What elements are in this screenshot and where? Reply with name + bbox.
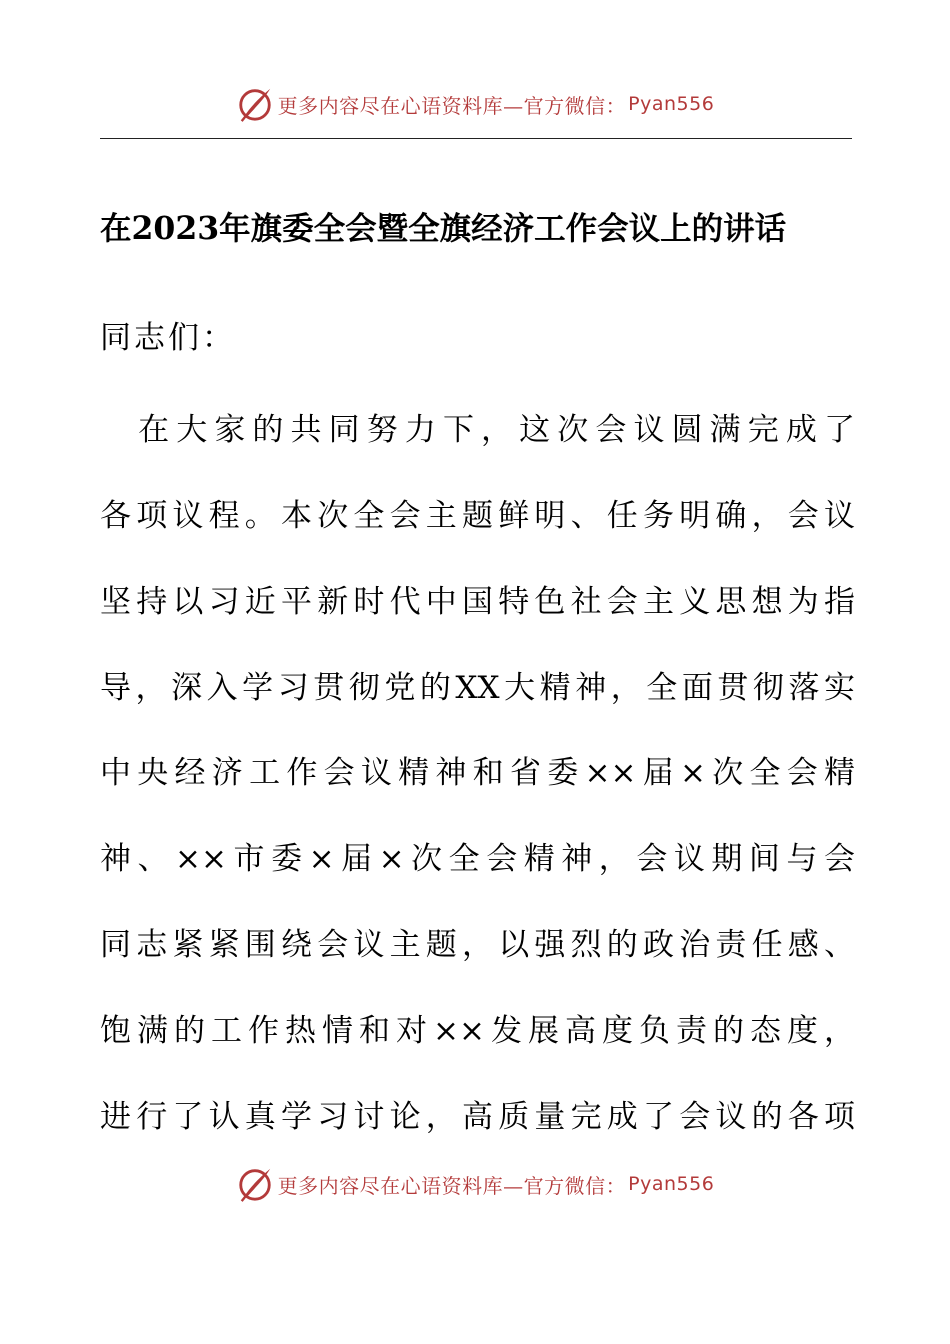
body-line: 同志紧紧围绕会议主题，以强烈的政治责任感、: [100, 927, 855, 963]
body-line: 进行了认真学习讨论，高质量完成了会议的各项: [100, 1099, 855, 1135]
quill-logo-icon: [236, 85, 274, 123]
document-title: 在2023年旗委全会暨全旗经济工作会议上的讲话: [100, 210, 787, 247]
body-line: 神、××市委×届×次全会精神，会议期间与会: [100, 841, 855, 877]
quill-logo-icon: [236, 1165, 274, 1203]
body-line: 导，深入学习贯彻党的XX大精神，全面贯彻落实: [100, 670, 855, 706]
body-line: 各项议程。本次全会主题鲜明、任务明确，会议: [100, 498, 855, 534]
body-line: 中央经济工作会议精神和省委××届×次全会精: [100, 755, 856, 791]
watermark-wechat-id: Pyan556: [628, 1173, 715, 1195]
header-divider: [100, 138, 852, 139]
body-line: 坚持以习近平新时代中国特色社会主义思想为指: [100, 584, 855, 620]
footer-watermark: [0, 1162, 950, 1206]
watermark-wechat-id: Pyan556: [628, 93, 715, 115]
body-line: 饱满的工作热情和对××发展高度负责的态度，: [100, 1013, 855, 1049]
watermark-text: 更多内容尽在心语资料库—官方微信：: [277, 1173, 627, 1198]
greeting: 同志们：: [100, 320, 236, 356]
header-watermark: [0, 82, 950, 126]
watermark-text: 更多内容尽在心语资料库—官方微信：: [277, 93, 627, 118]
body-line: 在大家的共同努力下，这次会议圆满完成了: [100, 412, 855, 448]
